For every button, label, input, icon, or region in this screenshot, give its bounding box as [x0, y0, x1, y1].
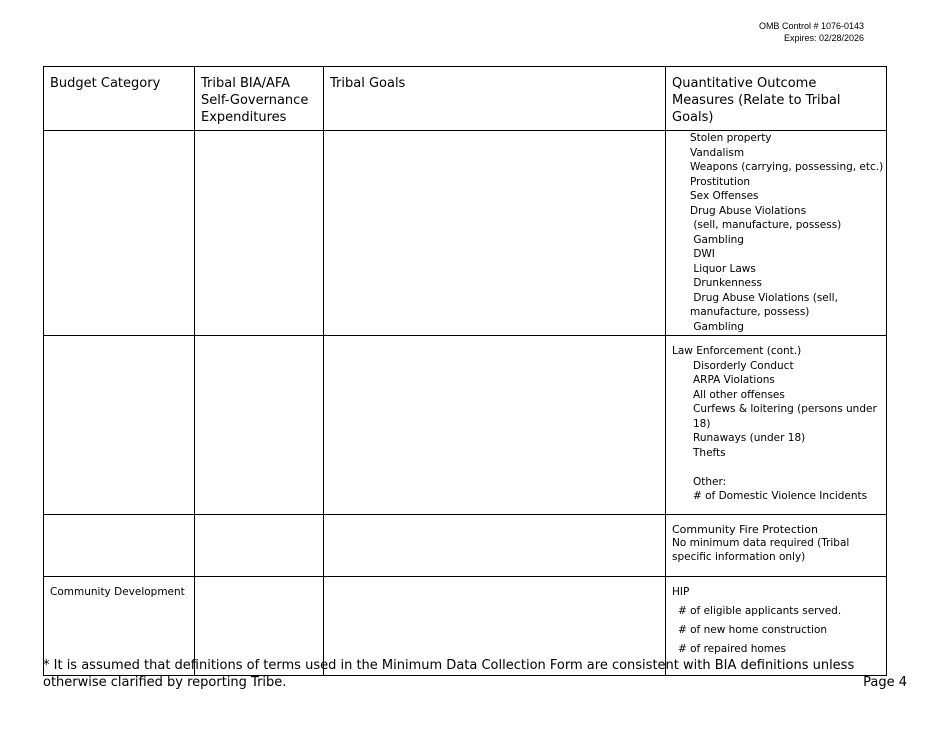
list-item: Sex Offenses	[690, 190, 759, 202]
header-tribal-goals: Tribal Goals	[324, 67, 666, 131]
list-item: Drug Abuse Violations	[690, 204, 807, 217]
table-row	[44, 336, 887, 515]
hip-heading: HIP	[672, 586, 690, 598]
tribal-goals-cell	[324, 131, 666, 336]
list-item: Other:	[693, 475, 727, 488]
list-item: (sell, manufacture, possess)	[690, 219, 842, 231]
list-item: Gambling	[690, 320, 744, 333]
list-item: # of repaired homes	[678, 643, 786, 655]
list-item: Stolen property	[690, 132, 772, 144]
table-header-row	[44, 67, 887, 131]
list-item: # of Domestic Violence Incidents	[693, 490, 868, 502]
page-number: Page 4	[863, 675, 907, 690]
table-row	[44, 515, 887, 577]
budget-category-cell	[44, 515, 195, 577]
list-item: All other offenses	[693, 388, 785, 401]
list-item: Drunkenness	[690, 277, 762, 289]
expenditures-cell	[195, 515, 324, 577]
list-item: Thefts	[693, 446, 726, 459]
table-row	[44, 131, 887, 336]
outcome-measures-cell	[666, 336, 887, 515]
list-item: DWI	[690, 248, 715, 260]
omb-expiration: Expires: 02/28/2026	[783, 33, 864, 43]
list-item: Vandalism	[690, 146, 745, 159]
definitions-footnote: * It is assumed that definitions of terms used in the Minimum Data Collection Form are consistent with BIA definitions unless otherwise clarified by reporting Tribe.	[43, 658, 855, 690]
header-budget-category: Budget Category	[44, 67, 195, 131]
list-item: Prostitution	[690, 175, 751, 188]
outcome-measures-cell	[666, 131, 887, 336]
tribal-goals-cell	[324, 515, 666, 577]
header-outcome-measures: Quantitative Outcome Measures (Relate to Tribal Goals)	[666, 67, 887, 131]
budget-category-cell	[44, 336, 195, 515]
law-enforcement-heading: Law Enforcement (cont.)	[672, 345, 802, 357]
expenditures-cell	[195, 336, 324, 515]
tribal-goals-cell	[324, 336, 666, 515]
list-item: Liquor Laws	[690, 262, 756, 275]
list-item	[672, 460, 882, 475]
list-item: Gambling	[690, 233, 744, 246]
expenditures-cell	[195, 131, 324, 336]
fire-protection-note: No minimum data required (Tribal specific information only)	[672, 537, 850, 563]
budget-category-cell	[44, 131, 195, 336]
list-item: # of new home construction	[678, 624, 828, 636]
list-item: ARPA Violations	[693, 374, 775, 386]
omb-control-number: OMB Control # 1076-0143	[758, 21, 864, 31]
list-item: Drug Abuse Violations (sell, manufacture, possess)	[690, 291, 842, 318]
outcome-measures-cell	[666, 515, 887, 577]
list-item: Runaways (under 18)	[693, 432, 806, 444]
omb-control-block	[759, 20, 864, 44]
list-item: # of eligible applicants served.	[678, 605, 842, 617]
budget-outcome-table	[43, 66, 887, 676]
list-item: Curfews & loitering (persons under 18)	[693, 403, 877, 430]
list-item: Disorderly Conduct	[693, 359, 794, 372]
fire-protection-heading: Community Fire Protection	[672, 523, 818, 536]
header-tribal-expenditures: Tribal BIA/AFA Self-Governance Expenditures	[195, 67, 324, 131]
list-item: Weapons (carrying, possessing, etc.)	[690, 161, 884, 173]
budget-category-cell: Community Development	[44, 577, 195, 676]
